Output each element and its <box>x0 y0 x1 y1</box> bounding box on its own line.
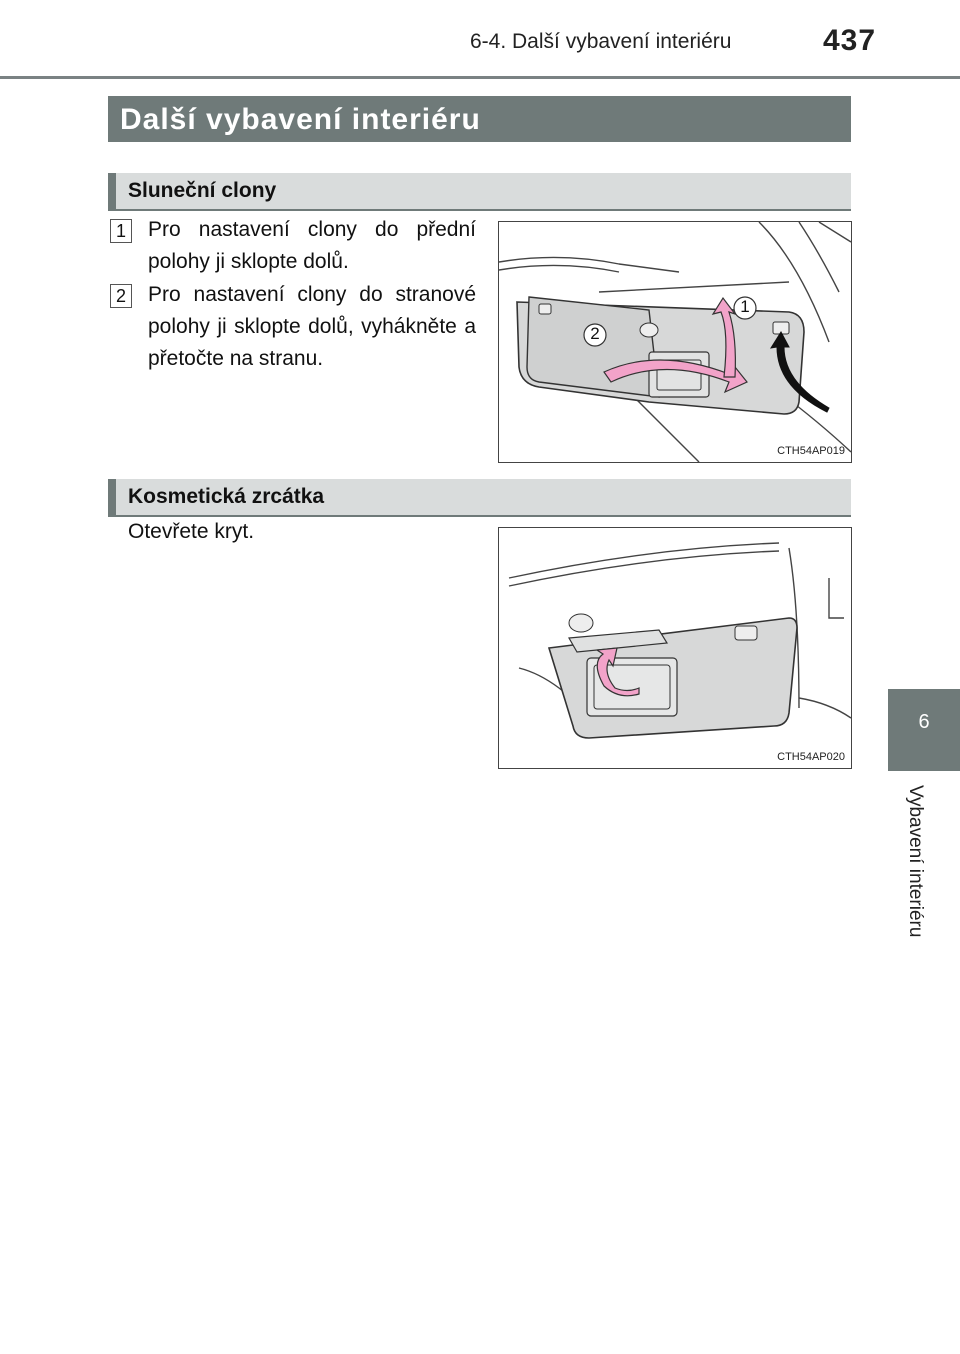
main-title: Další vybavení interiéru <box>120 103 481 136</box>
sunvisor-illustration <box>499 222 851 462</box>
step-text: Pro nastavení clony do přední polohy ji sklopte dolů. <box>148 218 476 273</box>
step-number-1 <box>110 219 132 243</box>
callout-1: 1 <box>740 297 750 316</box>
vanity-mirror-illustration <box>499 528 851 768</box>
figure-sunvisor <box>498 221 852 463</box>
page-number: 437 <box>823 24 877 57</box>
step-text: Pro nastavení clony do stranové polohy ji sklopte dolů, vyhákněte a přetočte na stranu. <box>148 283 476 370</box>
step-number-text: 2 <box>115 286 126 306</box>
chapter-tab <box>888 689 960 771</box>
mirror-instruction: Otevřete kryt. <box>128 520 255 543</box>
figure-code: CTH54AP020 <box>777 751 845 763</box>
header-rule <box>0 76 960 79</box>
list-item <box>110 214 476 278</box>
figure-code: CTH54AP019 <box>777 445 845 457</box>
step-number-2 <box>110 284 132 308</box>
section-heading-sunvisors <box>108 173 851 211</box>
section-heading-text: Sluneční clony <box>128 179 277 202</box>
section-heading-bar <box>108 173 116 209</box>
step-number-text: 1 <box>115 221 126 241</box>
main-title-band <box>108 96 851 142</box>
figure-vanity-mirror <box>498 527 852 769</box>
callout-2: 2 <box>590 324 600 343</box>
list-item <box>110 279 476 375</box>
running-header-section: 6-4. Další vybavení interiéru <box>470 30 732 53</box>
section-heading-bar <box>108 479 116 515</box>
section-heading-mirrors <box>108 479 851 517</box>
section-heading-text: Kosmetická zrcátka <box>128 485 325 508</box>
chapter-label: Vybavení interiéru <box>905 785 926 938</box>
chapter-number: 6 <box>918 711 930 733</box>
chapter-label-box <box>904 785 928 955</box>
